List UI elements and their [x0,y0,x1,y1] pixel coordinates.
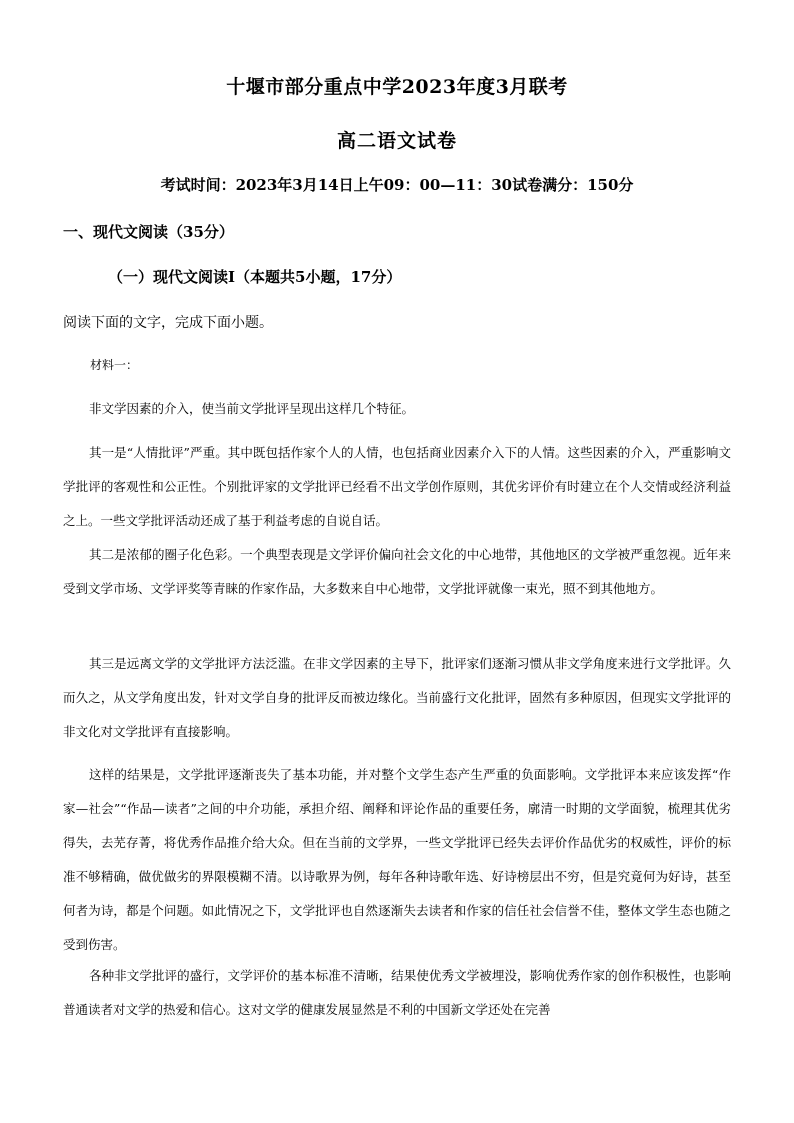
section-heading: 一、现代文阅读（35分） [63,223,234,241]
reading-instruction: 阅读下面的文字，完成下面小题。 [63,315,273,331]
exam-info: 考试时间：2023年3月14日上午09：00—11：30试卷满分：150分 [160,176,634,194]
paragraph: 非文学因素的介入，使当前文学批评呈现出这样几个特征。 [89,401,415,416]
paragraph: 其二是浓郁的圈子化色彩。一个典型表现是文学评价偏向社会文化的中心地带，其他地区的文学被严重忽视。近年来受到文学市场、文学评奖等青睐的作家作品，大多数来自中心地带，文学批评就像一束光，照不到其他地方。 [63,547,731,596]
subsection-heading: （一）现代文阅读Ⅰ（本题共5小题，17分） [108,268,402,286]
exam-subtitle: 高二语文试卷 [336,130,457,152]
paragraph: 其三是远离文学的文学批评方法泛滥。在非文学因素的主导下，批评家们逐渐习惯从非文学角度来进行文学批评。久而久之，从文学角度出发，针对文学自身的批评反而被边缘化。当前盛行文化批评，固然有多种原因，但现实文学批评的非文化对文学批评有直接影响。 [63,656,731,739]
paragraph: 其一是“人情批评”严重。其中既包括作家个人的人情，也包括商业因素介入下的人情。这些因素的介入，严重影响文学批评的客观性和公正性。个别批评家的文学批评已经看不出文学创作原则，其优劣评价有时建立在个人交情或经济利益之上。一些文学批评活动还成了基于利益考虑的自说自话。 [63,445,731,528]
exam-title: 十堰市部分重点中学2023年度3月联考 [226,76,568,98]
material-label: 材料一： [90,358,139,372]
paragraph: 各种非文学批评的盛行，文学评价的基本标准不清晰，结果使优秀文学被埋没，影响优秀作家的创作积极性，也影响普通读者对文学的热爱和信心。这对文学的健康发展显然是不利的中国新文学还处在完善 [63,968,731,1017]
paragraph: 这样的结果是，文学批评逐渐丧失了基本功能，并对整个文学生态产生严重的负面影响。文学批评本来应该发挥“作家—社会”“作品—读者”之间的中介功能，承担介绍、阐释和评论作品的重要任务，廓清一时期的文学面貌，梳理其优劣得失，去芜存菁，将优秀作品推介给大众。但在当前的文学界，一些文学批评已经失去评价作品优劣的权威性，评价的标准不够精确，做优做劣的界限模糊不清。以诗歌界为例，每年各种诗歌年选、好诗榜层出不穷，但是究竟何为好诗，甚至何者为诗，都是个问题。如此情况之下，文学批评也自然逐渐失去读者和作家的信任社会信誉不佳，整体文学生态也随之受到伤害。 [63,767,731,952]
